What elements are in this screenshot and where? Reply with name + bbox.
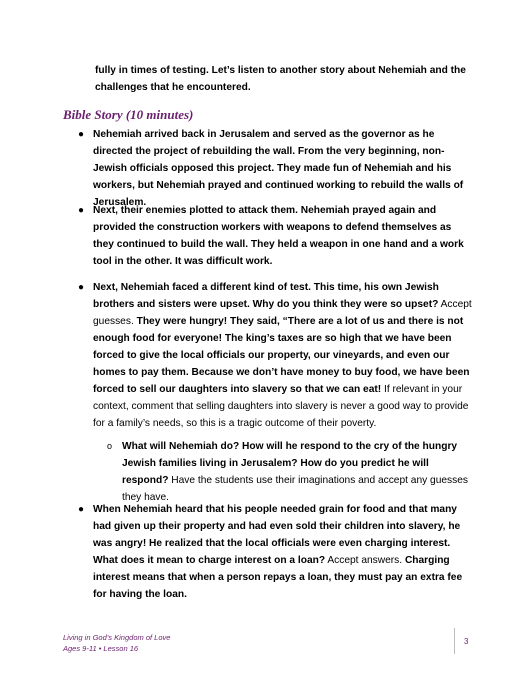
bullet-item: ● When Nehemiah heard that his people needed grain for food and that many had given up their property and had even sold their children into slavery, he was angry! He realized that the local officials were even charging interest. What does it mean to charge interest on a loan? Accept answers. Charging interest means that when a person repays a loan, they must pay an extra fee for having the loan. — [93, 501, 473, 603]
bullet-item: ● Next, Nehemiah faced a different kind of test. This time, his own Jewish brothers and sisters were upset. Why do you think they were so upset? Accept guesses. They were hungry! They said, “There are a lot of us and there is not enough food for everyone! The king’s taxes are so high that we have been forced to give the local officials our property, our vineyards, and even our homes to pay them. Because we don’t have money to buy food, we have been forced to sell our daughters into slavery so that we can eat! If relevant in your context, comment that selling daughters into slavery is never a good way to provide for a family’s needs, so this is a tragic outcome of their poverty. — [93, 279, 473, 432]
page-number: 3 — [464, 637, 469, 646]
bullet-dot-icon: ● — [78, 205, 85, 216]
section-heading-bible-story: Bible Story (10 minutes) — [63, 107, 194, 122]
bullet-dot-icon: ● — [78, 282, 85, 293]
footer-course-info — [63, 632, 170, 654]
bullet-item: ● Nehemiah arrived back in Jerusalem and served as the governor as he directed the project of rebuilding the wall. From the very beginning, non-Jewish officials opposed this project. They made fun of Nehemiah and his workers, but Nehemiah prayed and continued working to rebuild the walls of Jerusalem. — [93, 126, 473, 211]
footer-divider — [454, 628, 455, 654]
bullet-dot-icon: ● — [78, 129, 85, 140]
bullet-dot-icon: ● — [78, 504, 85, 515]
circle-bullet-icon: o — [107, 441, 113, 451]
footer-subtitle: Ages 9-11 • Lesson 16 — [63, 644, 139, 653]
sub-bullet-item: o What will Nehemiah do? How will he respond to the cry of the hungry Jewish families living in Jerusalem? How do you predict he will respond? Have the students use their imaginations and accept any guesses they have. — [122, 438, 477, 506]
intro-paragraph: fully in times of testing. Let’s listen to another story about Nehemiah and the challenges that he encountered. — [95, 65, 466, 93]
bullet-item: ● Next, their enemies plotted to attack them. Nehemiah prayed again and provided the construction workers with weapons to defend themselves as they continued to build the wall. They held a weapon in one hand and a work tool in the other. It was difficult work. — [93, 202, 473, 270]
footer-title: Living in God’s Kingdom of Love — [63, 633, 171, 642]
